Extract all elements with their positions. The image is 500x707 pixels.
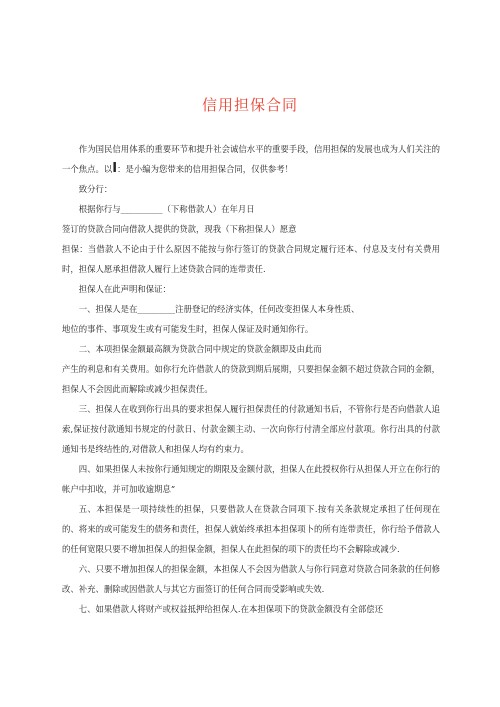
paragraph-7: 二、本项担保金额最高额为贷款合同中规定的贷款金额即及由此而 bbox=[78, 344, 322, 354]
paragraph-2: 签订的贷款合同向借款人提供的贷款，现我（下称担保人）愿意 bbox=[62, 224, 297, 234]
intro-paragraph bbox=[62, 139, 440, 179]
paragraph-9: 三、担保人在收到你行出具的要求担保人履行担保责任的付款通知书后，不管你行是否向借款人追索,保证按付款通知书规定的付款日、付款金额主动、一次向你行付清全部应付款项。你行出具的付款通知书是终结性的,对借款人和担保人均有约束力。 bbox=[62, 404, 440, 454]
paragraph-6: 地位的事件、事项发生或有可能发生时，担保人保证及时通知你行。 bbox=[62, 324, 314, 334]
paragraph-1: 根据你行与__________（下称借款人）在年月日 bbox=[78, 204, 255, 214]
paragraph-3: 担保：当借款人不论由于什么原因不能按与你行签订的贷款合同规定履行还本、付息及支付有关费用时，担保人愿承担借款人履行上述贷款合同的连带责任. bbox=[62, 244, 440, 274]
paragraph-8: 产生的利息和有关费用。如你行允许借款人的贷款到期后展期，只要担保金额不超过贷款合同的金额，担保人不会因此而解除或减少担保责任。 bbox=[62, 364, 440, 394]
paragraph-10: 四、如果担保人未按你行通知规定的期限及金额付款，担保人在此授权你行从担保人开立在你行的帐户中扣收，并可加收逾期息” bbox=[62, 464, 440, 494]
intro-text-b: ：是小编为您带来的信用担保合同，仅供参考！ bbox=[117, 164, 293, 174]
greeting: 致分行： bbox=[78, 184, 113, 194]
paragraph-12: 六、只要不增加担保人的担保金额，本担保人不会因为借款人与你行同意对贷款合同条款的任何修改、补充、删除或因借款人与其它方面签订的任何合同而受影响或失效. bbox=[62, 564, 440, 594]
paragraph-4: 担保人在此声明和保证： bbox=[78, 284, 171, 294]
intro-text-a: 作为国民信用体系的重要环节和提升社会诚信水平的重要手段，信用担保的发展也成为人们关注的一个焦点。以 bbox=[62, 144, 440, 174]
paragraph-11: 五、本担保是一项持续性的担保，只要借款人在贷款合同项下.按有关条款规定承担了任何现在的、将来的或可能发生的债务和责任，担保人就始终承担本担保项卜的所有连带责任，你行给予借款人的任何宽限只要不增加担保人的担保金额，担保人在此担保的项下的责任均不会解除或减少. bbox=[62, 504, 440, 554]
intro-marker: I bbox=[112, 161, 118, 176]
paragraph-13: 七、如果借款人将财产或权益抵押给担保人.在本担保项下的贷款金额没有全部偿还 bbox=[78, 604, 383, 614]
document-title: 信用担保合同 bbox=[201, 96, 298, 114]
paragraph-5: 一、担保人是在_________注册登记的经济实体，任何改变担保人本身性质、 bbox=[78, 304, 360, 314]
document-body bbox=[62, 139, 440, 619]
